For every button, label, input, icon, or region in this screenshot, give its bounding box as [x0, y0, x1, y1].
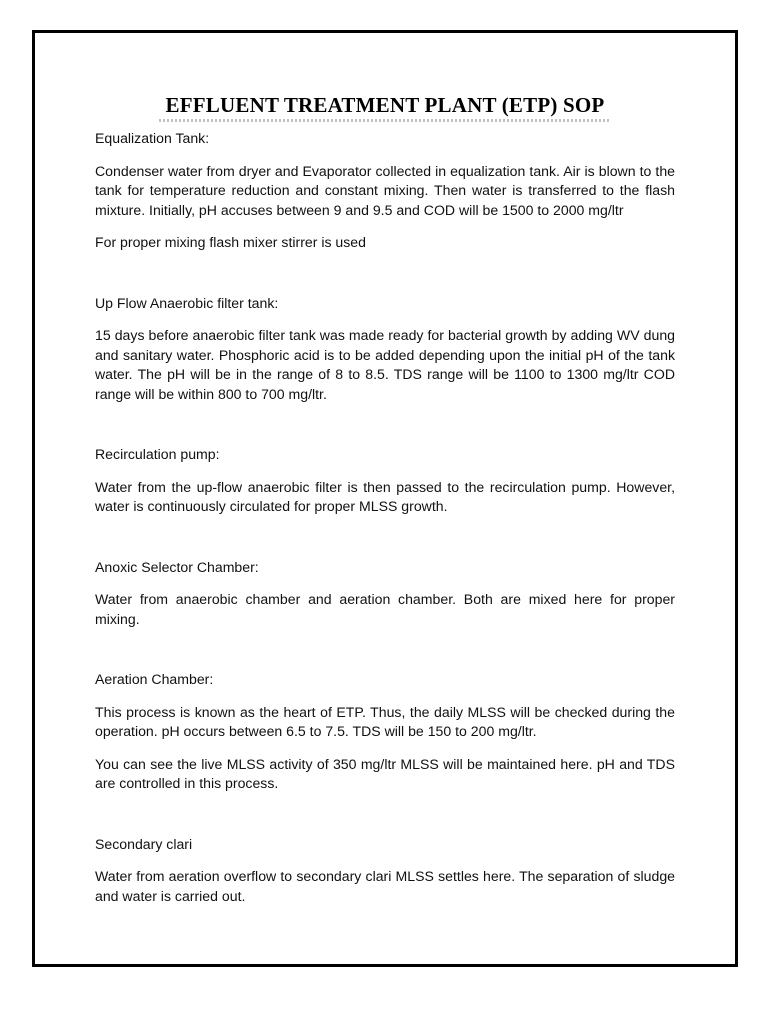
section-paragraph: This process is known as the heart of ETP. Thus, the daily MLSS will be checked during the operation. pH occurs between 6.5 to 7.5. TDS will be 150 to 200 mg/ltr. [95, 703, 675, 739]
spellcheck-underline [159, 119, 611, 122]
section-heading-aeration-chamber: Aeration Chamber: [95, 671, 214, 687]
section-heading-recirculation-pump: Recirculation pump: [95, 446, 220, 462]
section-paragraph: 15 days before anaerobic filter tank was made ready for bacterial growth by adding WV dung and sanitary water. Phosphoric acid is to be added depending upon the initial pH of the tank water. The pH will be in the range of 8 to 8.5. TDS range will be 1100 to 1300 mg/ltr COD range will be within 800 to 700 mg/ltr. [95, 327, 675, 402]
section-heading-secondary-clari: Secondary clari [95, 835, 193, 852]
document-title: EFFLUENT TREATMENT PLANT (ETP) SOP [165, 93, 605, 117]
page-frame [32, 30, 738, 967]
section-paragraph: Water from anaerobic chamber and aeration chamber. Both are mixed here for proper mixing. [95, 591, 675, 627]
section-paragraph: Condenser water from dryer and Evaporator collected in equalization tank. Air is blown to the tank for temperature reduction and constant mixing. Then water is transferred to the flash mixture. Initially, pH accuses between 9 and 9.5 and COD will be 1500 to 2000 mg/ltr [95, 162, 675, 218]
section-paragraph: Water from aeration overflow to secondary clari MLSS settles here. The separation of sludge and water is carried out. [95, 868, 675, 904]
section-paragraph: For proper mixing flash mixer stirrer is used [95, 234, 366, 250]
section-paragraph: Water from the up-flow anaerobic filter is then passed to the recirculation pump. However, water is continuously circulated for proper MLSS growth. [95, 478, 675, 514]
section-heading-equalization-tank: Equalization Tank: [95, 130, 210, 146]
section-paragraph: You can see the live MLSS activity of 350 mg/ltr MLSS will be maintained here. pH and TDS are controlled in this process. [95, 755, 675, 791]
section-heading-anoxic-selector-chamber: Anoxic Selector Chamber: [95, 558, 259, 575]
document-body [95, 129, 675, 919]
section-heading-up-flow-anaerobic-filter-tank: Up Flow Anaerobic filter tank: [95, 294, 279, 311]
